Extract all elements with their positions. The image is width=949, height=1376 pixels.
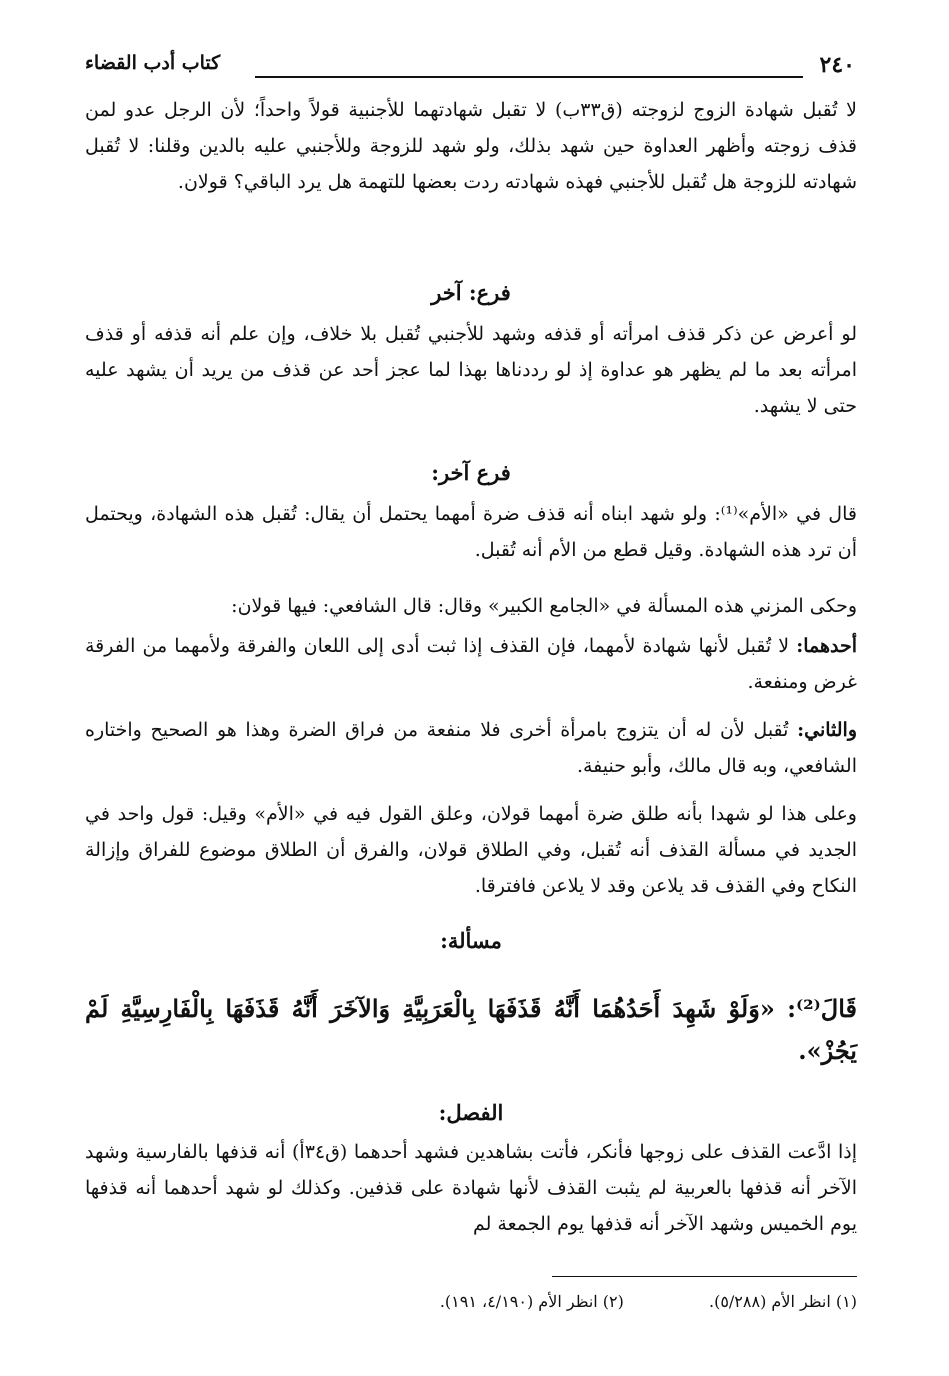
paragraph-7: وعلى هذا لو شهدا بأنه طلق ضرة أمهما قولان، وعلق القول فيه في «الأم» وقيل: قول واحد في الجديد في مسألة القذف أنه تُقبل، وفي الطلاق قولان، والفرق أن الطلاق موضوع للفراق وإزالة النكاح وفي القذف قد يلاعن وقد لا يلاعن فافترقا. (85, 803, 857, 897)
paragraph-6 (85, 712, 857, 784)
paragraph-5 (85, 628, 857, 700)
book-page (85, 40, 857, 1350)
paragraph-3: قال في «الأم»⁽¹⁾: ولو شهد ابناه أنه قذف ضرة أمهما يحتمل أن يقال: تُقبل هذه الشهادة، ويحتمل أن ترد هذه الشهادة. وقيل قطع من الأم أنه تُقبل. (85, 503, 857, 561)
quoted-text: قَالَ⁽²⁾: «وَلَوْ شَهِدَ أَحَدُهُمَا أَنَّهُ قَذَفَهَا بِالْعَرَبِيَّةِ وَالآخَرَ أَنَّهُ قَذَفَهَا بِالْفَارِسِيَّةِ لَمْ يَجُزْ». (85, 994, 857, 1065)
section-heading-3: مسألة: (440, 928, 502, 953)
first-opinion-text: لا تُقبل لأنها شهادة لأمهما، فإن القذف إذا ثبت أدى إلى اللعان والفرقة ولأمهما من الفرقة غرض ومنفعة. (85, 635, 857, 693)
paragraph-1: لا تُقبل شهادة الزوج لزوجته (ق٣٣ب) لا تقبل شهادتهما للأجنبية قولاً واحداً؛ لأن الرجل عدو لمن قذف زوجته وأظهر العداوة حين شهد بذلك، ولو شهد للزوجة وللأجنبي عليه بالدين وقلنا: لا تُقبل شهادته للزوجة هل تُقبل للأجنبي فهذه شهادته ردت بعضها للتهمة هل يرد الباقي؟ قولان. (85, 99, 857, 193)
paragraph-4: وحكى المزني هذه المسألة في «الجامع الكبير» وقال: قال الشافعي: فيها قولان: (231, 595, 857, 617)
page-number: ٢٤٠ (819, 52, 855, 78)
paragraph-2: لو أعرض عن ذكر قذف امرأته أو قذفه وشهد للأجنبي تُقبل بلا خلاف، وإن علم أنه قذفه أو قذف امرأته بعد ما لم يظهر هو عداوة إذ لو رددناها بهذا لما عجز أحد عن قذف من يريد أن يشهد عليه حتى لا يشهد. (85, 323, 857, 417)
second-opinion-text: تُقبل لأن له أن يتزوج بامرأة أخرى فلا منفعة من فراق الضرة وهذا هو الصحيح واختاره الشافعي، وبه قال مالك، وأبو حنيفة. (85, 719, 857, 777)
first-opinion-label: أحدهما: (796, 635, 857, 657)
footnote-2: (٢) انظر الأم (٤/١٩٠، ١٩١). (439, 1292, 624, 1311)
footnotes (85, 1292, 857, 1311)
running-header (85, 52, 857, 82)
paragraph-8: إذا ادَّعت القذف على زوجها فأنكر، فأتت بشاهدين فشهد أحدهما (ق٣٤أ) أنه قذفها بالفارسية وشهد الآخر أنه قذفها بالعربية لم يثبت القذف لأنها شهادة على قذفين. وكذلك لو شهد أحدهما أنه قذفها يوم الخميس وشهد الآخر أنه قذفها يوم الجمعة لم (85, 1141, 857, 1235)
book-title: كتاب أدب القضاء (85, 52, 221, 74)
section-heading-1: فرع: آخر (431, 280, 511, 305)
footnote-1: (١) انظر الأم (٥/٢٨٨). (708, 1292, 857, 1311)
section-heading-2: فرع آخر: (431, 460, 511, 485)
header-rule (255, 76, 803, 78)
second-opinion-label: والثاني: (797, 719, 857, 741)
footnote-rule (552, 1276, 857, 1277)
section-heading-4: الفصل: (438, 1100, 504, 1125)
